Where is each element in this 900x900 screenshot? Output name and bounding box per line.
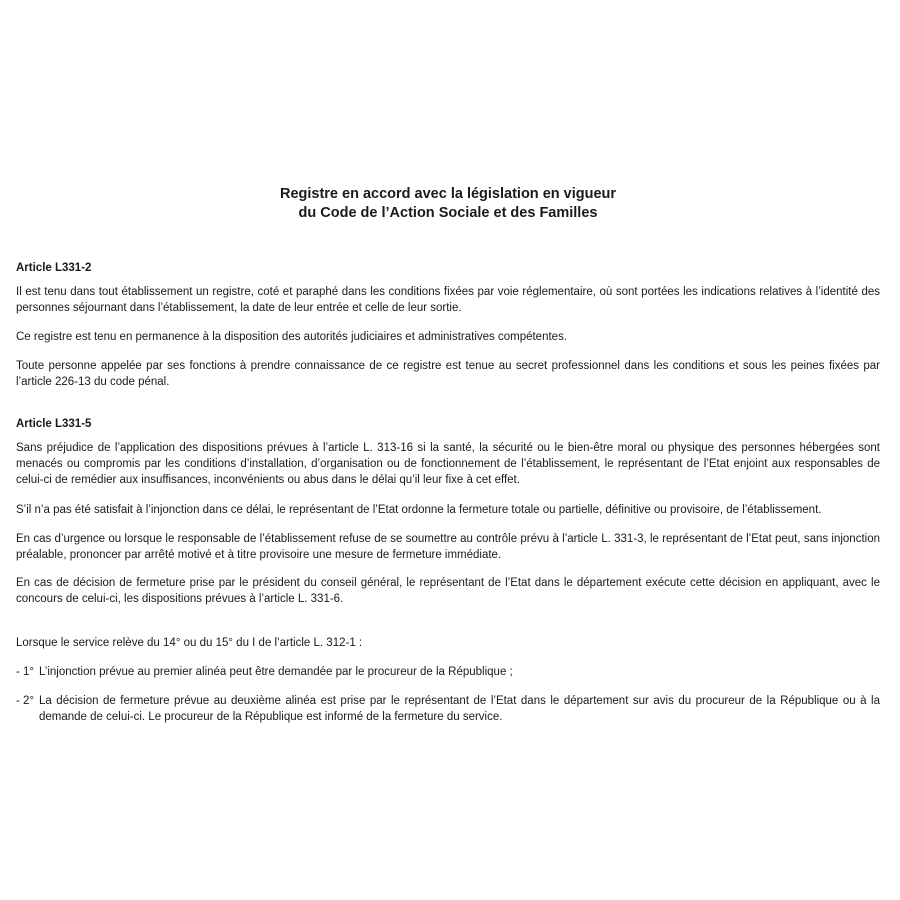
- article-l331-2-heading: Article L331-2: [16, 262, 92, 274]
- document-title-line-2: du Code de l’Action Sociale et des Familles: [298, 204, 598, 221]
- document-title: [16, 185, 880, 223]
- document-page: [16, 0, 880, 900]
- list-item-marker: - 1°: [16, 666, 35, 678]
- article-l331-2-paragraph-3: Toute personne appelée par ses fonctions à prendre connaissance de ce registre est tenue au secret professionnel dans les conditions et sous les peines fixées par l’article 226-13 du code pénal.: [16, 360, 880, 388]
- list-item-text: L’injonction prévue au premier alinéa peut être demandée par le procureur de la République ;: [39, 666, 513, 678]
- document-title-line-1: Registre en accord avec la législation en vigueur: [279, 185, 617, 202]
- list-item: [16, 693, 880, 725]
- article-l331-5-paragraph-1: Sans préjudice de l’application des dispositions prévues à l’article L. 313-16 si la santé, la sécurité ou le bien-être moral ou physique des personnes hébergées sont menacés ou compromis par les conditions d’installation, d’organisation ou de fonctionnement de l’établissement, le représentant de l’Etat enjoint aux responsables de celui-ci de remédier aux insuffisances, inconvénients ou abus dans le délai qu’il leur fixe à cet effet.: [16, 442, 880, 486]
- article-l331-5-paragraph-5: Lorsque le service relève du 14° ou du 15° du I de l’article L. 312-1 :: [16, 637, 363, 649]
- article-l331-5-paragraph-3: En cas d’urgence ou lorsque le responsable de l’établissement refuse de se soumettre au contrôle prévu à l’article L. 331-3, le représentant de l’Etat peut, sans injonction préalable, prononcer par arrêté motivé et à titre provisoire une mesure de fermeture immédiate.: [16, 533, 880, 561]
- article-l331-2-paragraph-2: Ce registre est tenu en permanence à la disposition des autorités judiciaires et administratives compétentes.: [16, 331, 568, 343]
- article-l331-5-paragraph-4: En cas de décision de fermeture prise par le président du conseil général, le représentant de l’Etat dans le département exécute cette décision en appliquant, avec le concours de celui-ci, les dispositions prévues à l’article L. 331-6.: [16, 577, 880, 605]
- article-l331-2-paragraph-1: Il est tenu dans tout établissement un registre, coté et paraphé dans les conditions fixées par voie réglementaire, où sont portées les indications relatives à l’identité des personnes séjournant dans l’établissement, la date de leur entrée et celle de leur sortie.: [16, 286, 880, 314]
- list-item: [16, 664, 880, 680]
- article-l331-5-paragraph-2: S’il n’a pas été satisfait à l’injonction dans ce délai, le représentant de l’Etat ordonne la fermeture totale ou partielle, définitive ou provisoire, de l’établissement.: [16, 504, 822, 516]
- article-l331-5-heading: Article L331-5: [16, 418, 92, 430]
- list-item-marker: - 2°: [16, 695, 35, 707]
- list-item-text: La décision de fermeture prévue au deuxième alinéa est prise par le représentant de l’Etat dans le département sur avis du procureur de la République ou à la demande de celui-ci. Le procureur de la République est informé de la fermeture du service.: [39, 695, 880, 723]
